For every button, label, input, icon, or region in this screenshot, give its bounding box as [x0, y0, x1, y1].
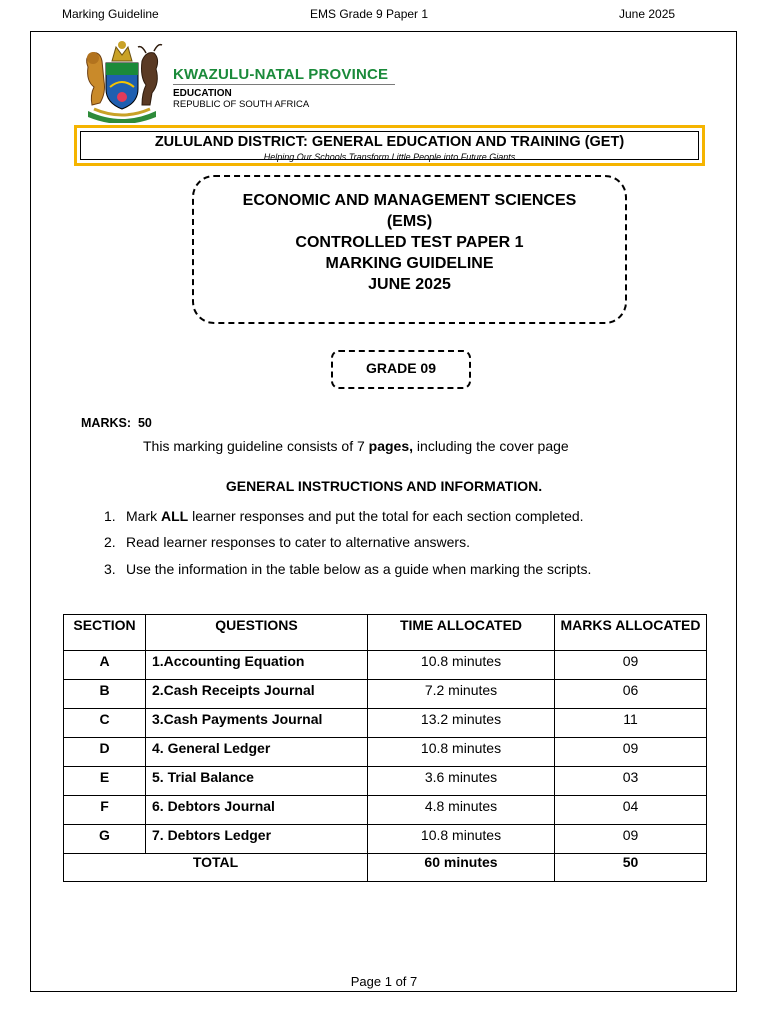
instruction-number: 1. [104, 508, 116, 524]
total-label-cell: TOTAL [64, 854, 368, 882]
section-cell: E [64, 767, 146, 796]
grade-box [331, 350, 471, 389]
question-cell: 4. General Ledger [146, 738, 368, 767]
instruction-item [104, 561, 591, 577]
page-count-text-start: This marking guideline consists of 7 [143, 438, 369, 454]
question-cell: 2.Cash Receipts Journal [146, 680, 368, 709]
time-cell: 4.8 minutes [368, 796, 555, 825]
time-cell: 3.6 minutes [368, 767, 555, 796]
page-count-text-bold: pages, [368, 438, 414, 454]
instruction-text: Use the information in the table below as a guide when marking the scripts. [126, 561, 592, 577]
question-cell: 5. Trial Balance [146, 767, 368, 796]
page-count-text-end: including the cover page [413, 438, 569, 454]
page-count-note [143, 438, 569, 454]
title-line-date: JUNE 2025 [368, 276, 451, 293]
instruction-item [104, 534, 470, 550]
table-row [64, 680, 707, 709]
question-cell: 7. Debtors Ledger [146, 825, 368, 854]
section-cell: D [64, 738, 146, 767]
table-total-row [64, 854, 707, 882]
title-line-abbrev: (EMS) [386, 213, 433, 230]
allocation-table [63, 614, 707, 882]
coat-of-arms-icon [80, 37, 164, 123]
table-row [64, 796, 707, 825]
header-left-text: Marking Guideline [62, 7, 159, 21]
time-cell: 10.8 minutes [368, 825, 555, 854]
marks-cell: 11 [555, 709, 707, 738]
table-header-row [64, 615, 707, 651]
title-line-guideline: MARKING GUIDELINE [325, 255, 494, 272]
instruction-text-bold: ALL [161, 508, 189, 524]
header-right-text: June 2025 [619, 7, 676, 21]
instruction-text: Mark [126, 508, 161, 524]
table-row [64, 651, 707, 680]
marks-cell: 09 [555, 738, 707, 767]
section-cell: G [64, 825, 146, 854]
table-row [64, 767, 707, 796]
section-cell: B [64, 680, 146, 709]
marks-cell: 09 [555, 651, 707, 680]
title-box [192, 175, 627, 324]
total-marks-cell: 50 [555, 854, 707, 882]
marks-cell: 09 [555, 825, 707, 854]
instruction-number: 3. [104, 561, 116, 577]
total-marks: MARKS: 50 [81, 416, 152, 430]
title-line-subject: ECONOMIC AND MANAGEMENT SCIENCES [242, 192, 577, 209]
instruction-number: 2. [104, 534, 116, 550]
header-marks: MARKS ALLOCATED [555, 615, 707, 651]
instruction-text: Read learner responses to cater to alternative answers. [126, 534, 470, 550]
table-row [64, 825, 707, 854]
district-banner [74, 125, 705, 166]
republic-name: REPUBLIC OF SOUTH AFRICA [173, 99, 310, 110]
time-cell: 7.2 minutes [368, 680, 555, 709]
time-cell: 10.8 minutes [368, 651, 555, 680]
instruction-text-end: learner responses and put the total for each section completed. [188, 508, 584, 524]
header-time: TIME ALLOCATED [368, 615, 555, 651]
logo-divider [173, 84, 395, 85]
province-name: KWAZULU-NATAL PROVINCE [173, 66, 389, 83]
banner-slogan: Helping Our Schools Transform Little People into Future Giants [263, 152, 516, 162]
header-center-text: EMS Grade 9 Paper 1 [310, 7, 429, 21]
title-line-paper: CONTROLLED TEST PAPER 1 [295, 234, 524, 251]
header-section: SECTION [64, 615, 146, 651]
section-cell: F [64, 796, 146, 825]
section-cell: A [64, 651, 146, 680]
question-cell: 6. Debtors Journal [146, 796, 368, 825]
section-cell: C [64, 709, 146, 738]
department-name: EDUCATION [173, 88, 232, 99]
marks-cell: 04 [555, 796, 707, 825]
total-time-cell: 60 minutes [368, 854, 555, 882]
question-cell: 3.Cash Payments Journal [146, 709, 368, 738]
table-row [64, 738, 707, 767]
general-instructions-heading: GENERAL INSTRUCTIONS AND INFORMATION. [225, 478, 543, 494]
page-number: Page 1 of 7 [350, 974, 418, 989]
marks-cell: 03 [555, 767, 707, 796]
grade-label: GRADE 09 [365, 360, 437, 376]
question-cell: 1.Accounting Equation [146, 651, 368, 680]
banner-title: ZULULAND DISTRICT: GENERAL EDUCATION AND TRAINING (GET) [154, 134, 625, 150]
instruction-item [104, 508, 584, 524]
header-questions: QUESTIONS [146, 615, 368, 651]
marks-cell: 06 [555, 680, 707, 709]
time-cell: 13.2 minutes [368, 709, 555, 738]
time-cell: 10.8 minutes [368, 738, 555, 767]
table-row [64, 709, 707, 738]
